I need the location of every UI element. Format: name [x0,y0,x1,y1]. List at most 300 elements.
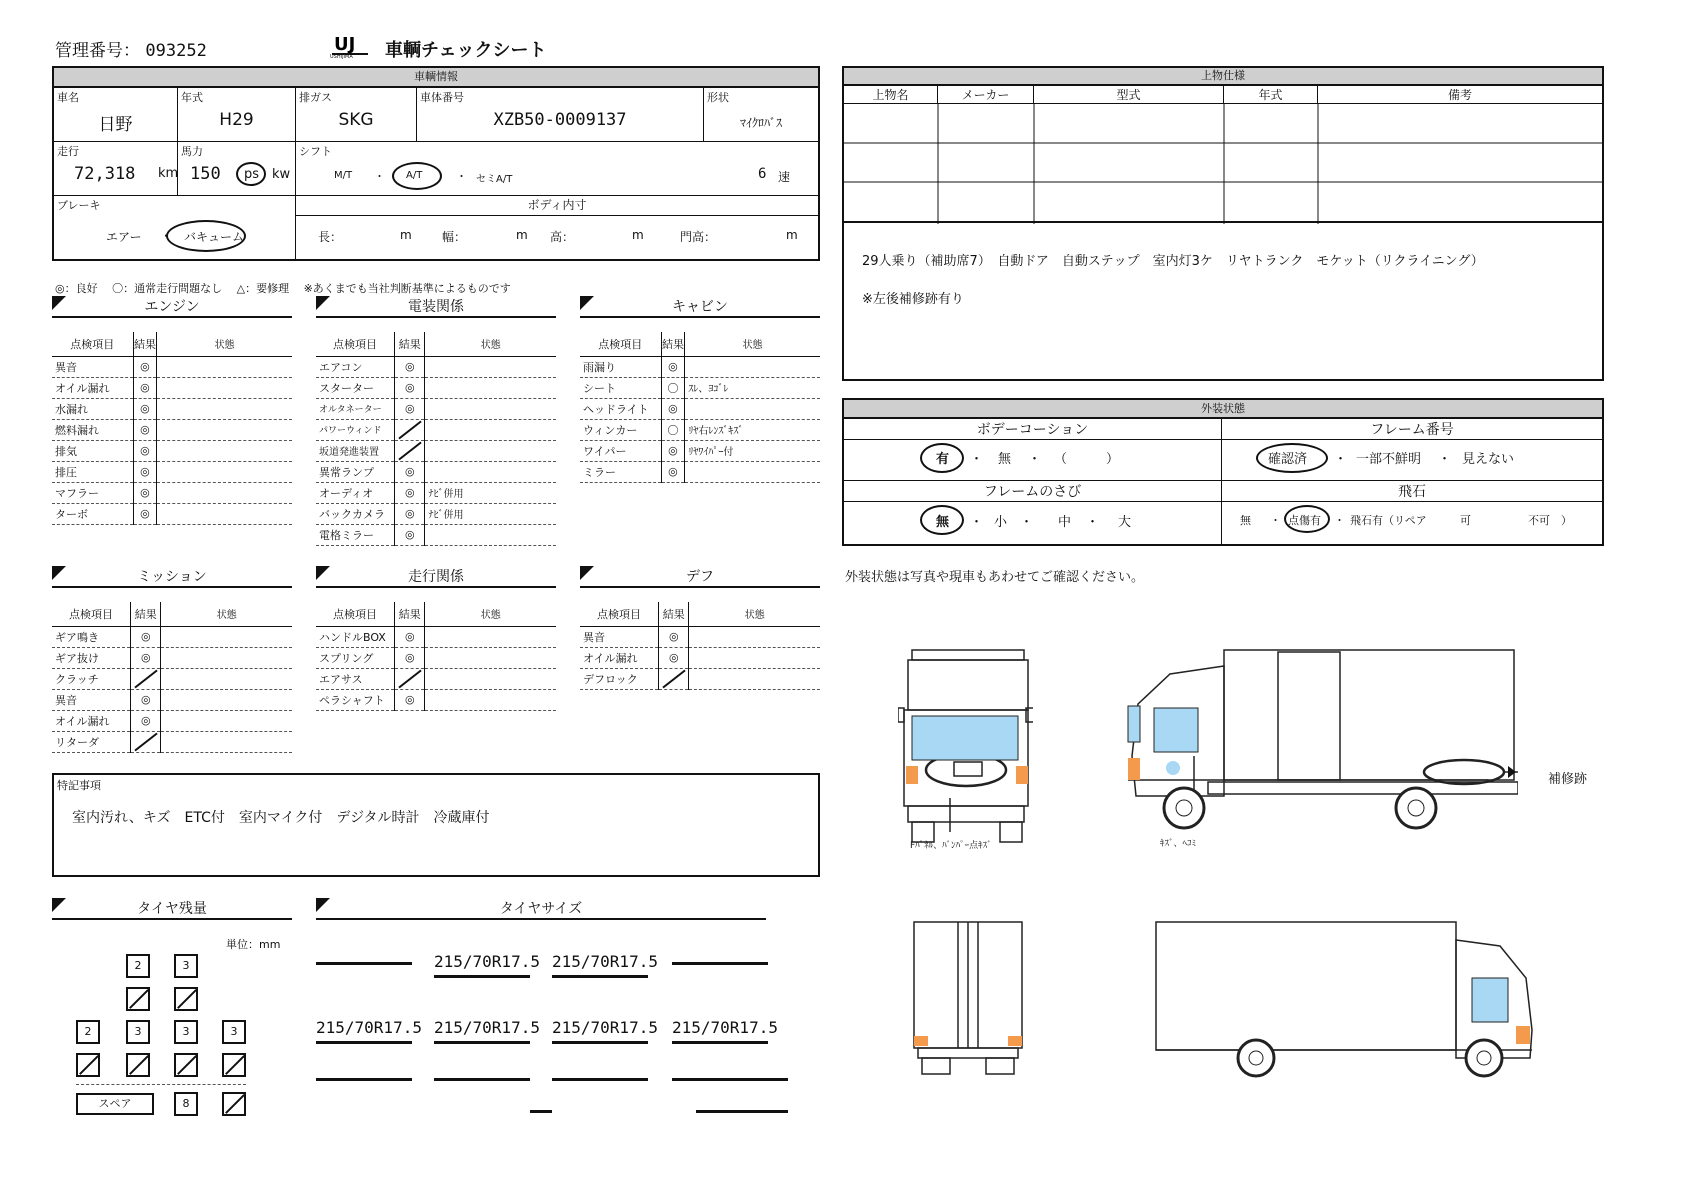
engine-table [52,332,292,525]
ps-selected-circle [236,162,266,186]
result: ◎ [131,647,161,668]
item: オイル漏れ [52,710,131,731]
item: ターボ [52,503,133,524]
tire-line [552,1078,648,1081]
tire-line [530,1110,552,1113]
tire-size-rear-3: 215/70R17.5 [552,1018,648,1044]
vacuum-selected-circle [166,220,246,252]
table-row [52,710,292,731]
shift-at: A/T [406,170,423,181]
state [157,461,292,482]
item: スターター [316,377,395,398]
vehicle-info-header: 車輌情報 [54,68,818,88]
col-state: 状態 [161,602,292,626]
state [685,398,820,419]
item: エアコン [316,356,395,377]
logo-text: USHIJIMA [330,54,353,60]
chip-none: 無 [1240,514,1251,527]
result: ◎ [133,440,157,461]
diff-table [580,602,820,690]
upper-spec-header: 上物仕様 [844,68,1602,86]
state [425,626,556,647]
table-row [580,668,820,689]
coating-label: ボデーコーション [844,419,1221,440]
table-row [580,398,820,419]
state [425,356,556,377]
shape-cell [704,88,818,142]
dim-width: 幅： [442,230,467,244]
car-name-cell [54,88,178,142]
mgmt-no: 093252 [145,41,207,61]
mileage-label: 走行 [57,145,79,158]
state [689,647,820,668]
table-row [580,377,820,398]
state [161,731,292,752]
upper-spec-box [842,66,1604,381]
tire-remain-title-text: タイヤ残量 [137,901,207,917]
col-item: 点検項目 [316,332,395,356]
mileage-cell [54,142,178,196]
table-row [316,668,556,689]
power-unit-ps: ps [244,167,260,182]
tire-na [222,1053,246,1077]
chassis-label: 車体番号 [420,91,464,104]
table-row [316,419,556,440]
repair-mark-label: 補修跡 [1548,772,1588,787]
result: ◎ [395,398,425,419]
frame-confirmed-circle [1256,443,1328,473]
chip-ng: 不可 ） [1528,514,1572,527]
tire-spare: 8 [174,1092,198,1116]
dim-length: 長： [318,230,343,244]
year-value: H29 [219,110,254,130]
item: 排圧 [52,461,133,482]
result: ◎ [659,626,689,647]
power-value: 150 [190,164,221,184]
state [425,668,556,689]
mgmt-number-label [55,36,207,61]
col-item: 点検項目 [52,332,133,356]
frame-no-cell [1222,419,1602,481]
table-row [316,398,556,419]
tire-size-rear-4: 215/70R17.5 [672,1018,768,1044]
table-row [52,461,292,482]
item: 坂道発進装置 [316,440,395,461]
result: ◎ [395,524,425,545]
item: エアサス [316,668,395,689]
result: ◎ [131,710,161,731]
dot: ・ [1028,452,1042,467]
col-item: 点検項目 [52,602,131,626]
tire-rear-4: 3 [222,1020,246,1044]
legend [55,280,511,296]
table-row [52,440,292,461]
year-label: 年式 [181,91,203,104]
power-unit-kw: kw [272,167,291,182]
diff-title [580,566,820,588]
result: ◎ [661,356,685,377]
item: 雨漏り [580,356,661,377]
cabin-table [580,332,820,483]
item: バックカメラ [316,503,395,524]
table-row [316,524,556,545]
state [425,377,556,398]
table-row [580,461,820,482]
exterior-note: 外装状態は写真や現車もあわせてご確認ください。 [845,570,1145,585]
tire-front-right: 3 [174,954,198,978]
col-model: 型式 [1034,86,1224,104]
item: 異常ランプ [316,461,395,482]
table-row [580,626,820,647]
drive-title-text: 走行関係 [408,569,464,585]
unit-m: m [516,228,528,242]
result: ◎ [133,503,157,524]
col-item: 点検項目 [580,602,659,626]
item: 異音 [52,356,133,377]
item: 異音 [52,689,131,710]
result: ◎ [395,689,425,710]
tire-size-front-4 [672,958,768,965]
truck-right-side-view [1152,918,1542,1078]
mission-title [52,566,292,588]
table-row [580,647,820,668]
item: パワーウィンド [316,419,395,440]
item: デフロック [580,668,659,689]
coating-cell [844,419,1222,481]
not-applicable-slash [135,733,157,751]
unit-m: m [786,228,798,242]
item: 電格ミラー [316,524,395,545]
dot: ・ [1086,515,1100,530]
tire-na [126,987,150,1011]
dot: ・ [970,452,984,467]
car-name: 日野 [98,115,133,135]
doc-title: 車輌チェックシート [385,40,547,61]
special-notes-title: 特記事項 [57,779,101,792]
emission-value: SKG [338,110,374,130]
shape-label: 形状 [707,91,729,104]
col-result: 結果 [395,602,425,626]
table-row [52,356,292,377]
tire-divider [76,1084,246,1085]
truck-side-view [1108,646,1518,836]
mission-table [52,602,292,753]
table-row [52,647,292,668]
state [425,398,556,419]
state [161,689,292,710]
col-remarks: 備考 [1447,88,1472,102]
side-damage-label: ｷｽﾞ、ﾍｺﾐ [1160,839,1197,849]
state [161,710,292,731]
spare-label: スペア [76,1093,154,1115]
special-notes-box [52,773,820,877]
table-row [316,647,556,668]
upper-spec-columns [844,86,1602,104]
item: ギア抜け [52,647,131,668]
mileage-unit: km [158,166,179,181]
state [425,461,556,482]
tire-remain-title [52,898,292,920]
result-na [395,440,425,461]
mission-title-text: ミッション [137,569,207,585]
power-cell [178,142,296,196]
col-result: 結果 [661,332,685,356]
col-maker: メーカー [938,86,1034,104]
col-result: 結果 [133,332,157,356]
engine-title-text: エンジン [144,299,200,315]
dot: ・ [1020,515,1034,530]
tire-size-title-text: タイヤサイズ [499,901,583,917]
chip-label: 飛石 [1222,481,1602,502]
tire-size-front-3: 215/70R17.5 [552,952,648,978]
item: 燃料漏れ [52,419,133,440]
coating-no: 無 [998,452,1012,467]
item: オイル漏れ [52,377,133,398]
chip-with: 飛石有（リペア [1350,514,1427,527]
result-na [659,668,689,689]
item: マフラー [52,482,133,503]
result-na [131,731,161,752]
tire-line [434,1078,530,1081]
tire-na [76,1053,100,1077]
exterior-box [842,398,1604,546]
state [425,689,556,710]
table-row [316,503,556,524]
frame-partial: 一部不鮮明 [1356,452,1422,467]
item: オーディオ [316,482,395,503]
body-dims-cell [296,196,818,259]
result: ◎ [661,398,685,419]
table-row [316,626,556,647]
state [689,626,820,647]
item: ハンドルBOX [316,626,395,647]
table-row [52,626,292,647]
dot: ・ [1270,514,1281,527]
upper-notes-2: ※左後補修跡有り [862,292,964,307]
state [685,461,820,482]
emission-cell [296,88,417,142]
tire-rear-2: 3 [126,1020,150,1044]
state [157,398,292,419]
table-row [580,440,820,461]
tire-line [672,1078,788,1081]
tire-na [222,1092,246,1116]
tire-size-rear-2: 215/70R17.5 [434,1018,530,1044]
mgmt-label: 管理番号： [55,41,140,61]
unit-m: m [632,228,644,242]
result: ◎ [659,647,689,668]
item: シート [580,377,661,398]
cabin-title [580,296,820,318]
chip-point: 点傷有 [1288,514,1321,527]
table-row [52,503,292,524]
tire-line [696,1110,788,1113]
item: オルタネーター [316,398,395,419]
result-na [395,419,425,440]
col-state: 状態 [425,602,556,626]
dot: ・ [970,515,984,530]
chassis-cell [417,88,704,142]
shift-mt: M/T [334,170,353,181]
rust-none: 無 [936,515,950,530]
item: ワイパー [580,440,661,461]
col-state: 状態 [689,602,820,626]
table-row [316,356,556,377]
vehicle-info-box [52,66,820,261]
tire-na [174,1053,198,1077]
table-row [52,377,292,398]
at-selected-circle [392,162,442,190]
car-name-label: 車名 [57,91,79,104]
legend-ok: 〇：通常走行問題なし [112,282,223,295]
result: 〇 [661,377,685,398]
result: ◎ [133,356,157,377]
state [161,647,292,668]
state [425,440,556,461]
drive-title [316,566,556,588]
item: 排気 [52,440,133,461]
upper-spec-grid [844,104,1602,224]
result-na [395,668,425,689]
chip-cell [1222,481,1602,544]
result: ◎ [131,689,161,710]
chip-point-circle [1284,505,1330,533]
brake-vacuum: バキューム [184,230,245,244]
item: 異音 [580,626,659,647]
coating-paren: （ ） [1054,452,1120,467]
brake-dot: ・ [160,229,173,243]
result: ◎ [395,503,425,524]
table-row [52,398,292,419]
frame-no-label: フレーム番号 [1222,419,1602,440]
item: ヘッドライト [580,398,661,419]
coating-yes-circle [920,443,964,473]
table-row [52,668,292,689]
state [157,440,292,461]
tire-remain-section [52,898,292,1128]
result: ◎ [661,440,685,461]
dot: ・ [1334,452,1348,467]
emission-label: 排ガス [299,91,332,104]
chip-ok: 可 [1460,514,1471,527]
company-logo [330,34,372,62]
body-dims-label: ボディ内寸 [296,196,818,216]
svg-text:UJ: UJ [334,34,356,55]
result: ◎ [395,647,425,668]
electrical-title [316,296,556,318]
rust-cell [844,481,1222,544]
electrical-title-text: 電装関係 [408,299,464,315]
brake-cell [54,196,296,259]
shape-value: ﾏｲｸﾛﾊﾞｽ [739,116,782,130]
tire-rear-3: 3 [174,1020,198,1044]
shift-cell [296,142,818,196]
state [425,419,556,440]
item: ウィンカー [580,419,661,440]
col-result: 結果 [131,602,161,626]
state: ﾅﾋﾞ併用 [425,482,556,503]
col-result: 結果 [659,602,689,626]
rust-label: フレームのさび [844,481,1221,502]
item: クラッチ [52,668,131,689]
col-result: 結果 [395,332,425,356]
col-item: 点検項目 [316,602,395,626]
frame-invisible: 見えない [1462,452,1515,467]
tire-size-rear-1: 215/70R17.5 [316,1018,412,1044]
gear-count: 6 [758,166,767,182]
mileage-value: 72,318 [74,164,136,184]
table-row [316,461,556,482]
shift-label: シフト [299,145,332,158]
unit-m: m [400,228,412,242]
tire-size-front-1 [316,958,412,965]
legend-good: ◎：良好 [55,282,98,295]
tire-na [174,987,198,1011]
state [157,356,292,377]
result: ◎ [395,461,425,482]
table-row [316,440,556,461]
upper-notes-1: 29人乗り（補助席7） 自動ドア 自動ステップ 室内灯3ケ リヤトランク モケット（リクライニング） [862,254,1484,269]
table-row [316,689,556,710]
engine-title [52,296,292,318]
shift-semi: セミA/T [476,174,513,185]
power-label: 馬力 [181,145,203,158]
tire-line [316,1078,412,1081]
brake-air: エアー [106,230,142,244]
result: ◎ [395,356,425,377]
table-row [52,482,292,503]
item: オイル漏れ [580,647,659,668]
legend-note: ※あくまでも当社判断基準によるものです [303,282,511,295]
item: ペラシャフト [316,689,395,710]
year-cell [178,88,296,142]
front-damage-label: Fﾊﾟﾈﾙ、ﾊﾞﾝﾊﾟｰ点ｷｽﾞ [910,841,992,851]
tire-size-section [316,898,796,1128]
item: ミラー [580,461,661,482]
state: ｽﾚ、ﾖｺﾞﾚ [685,377,820,398]
col-upper-name: 上物名 [844,86,938,104]
result: ◎ [395,377,425,398]
table-row [316,482,556,503]
state [425,524,556,545]
rust-mid: 中 [1058,515,1072,530]
result: ◎ [133,377,157,398]
result: ◎ [395,626,425,647]
table-row [580,356,820,377]
state: ﾘﾔ右ﾚﾝｽﾞｷｽﾞ [685,419,820,440]
shift-dot: ・ [374,170,385,183]
tire-rear-1: 2 [76,1020,100,1044]
truck-rear-view [910,918,1026,1078]
col-state: 状態 [685,332,820,356]
result: ◎ [133,419,157,440]
table-row [316,377,556,398]
tire-unit: 単位：mm [226,938,281,951]
state [161,668,292,689]
table-row [52,689,292,710]
state [157,503,292,524]
exterior-header: 外装状態 [844,400,1602,419]
result: ◎ [131,626,161,647]
diff-title-text: デフ [686,569,714,585]
tire-size-front-2: 215/70R17.5 [434,952,530,978]
result: 〇 [661,419,685,440]
result: ◎ [133,482,157,503]
tire-na [126,1053,150,1077]
state [685,356,820,377]
result: ◎ [133,398,157,419]
not-applicable-slash [663,670,685,688]
